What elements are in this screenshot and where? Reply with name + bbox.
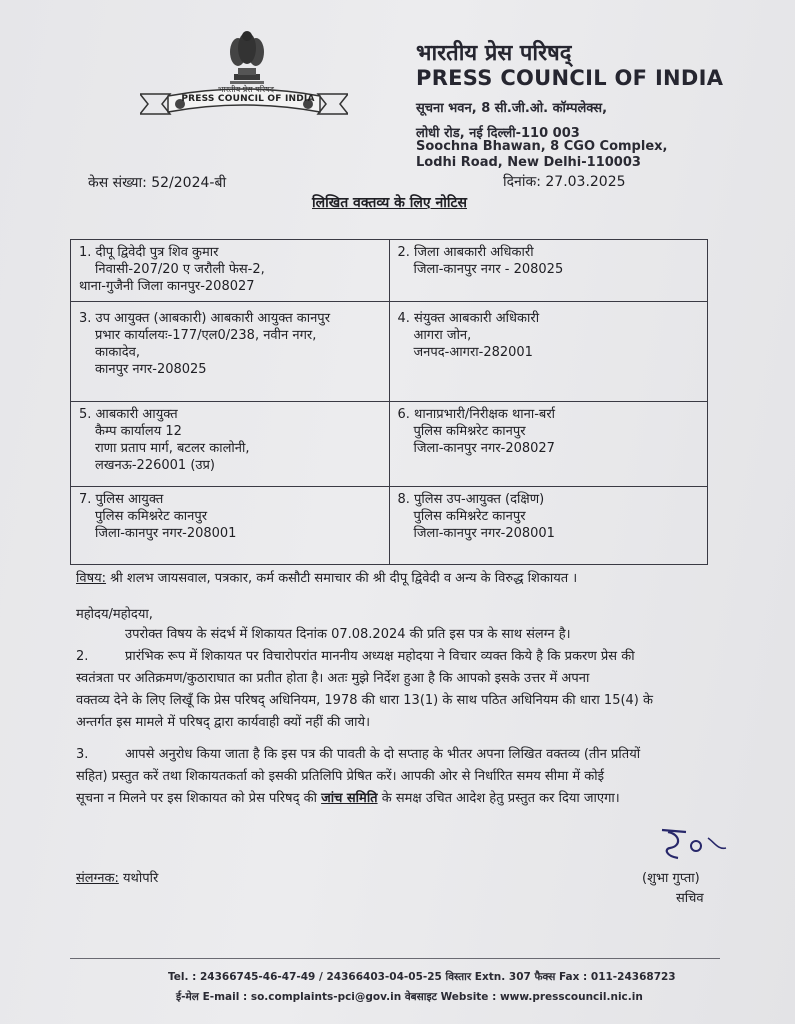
addressee-cell-8: 8. पुलिस उप-आयुक्त (दक्षिण) पुलिस कमिश्नरेट कानपुर जिला-कानपुर नगर-208001 [389, 487, 708, 565]
banner-label: PRESS COUNCIL OF INDIA [181, 94, 315, 104]
address-line-3: Soochna Bhawan, 8 CGO Complex, [416, 139, 668, 154]
signature-mark [648, 824, 738, 864]
committee-emphasis: जांच समिति [321, 791, 378, 806]
paragraph-3-line-3: सूचना न मिलने पर इस शिकायत को प्रेस परिषद् की जांच समिति के समक्ष उचित आदेश हेतु प्रस्तुत कर दिया जाएगा। [76, 791, 620, 806]
footer-contact-phone: Tel. : 24366745-46-47-49 / 24366403-04-05-25 विस्तार Extn. 307 फैक्स Fax : 011-24368723 [168, 971, 676, 983]
address-line-2: लोधी रोड, नई दिल्ली-110 003 [416, 126, 580, 141]
addressee-cell-7: 7. पुलिस आयुक्त पुलिस कमिश्नरेट कानपुर जिला-कानपुर नगर-208001 [71, 487, 390, 565]
salutation: महोदय/महोदया, [76, 607, 153, 622]
address-line-4: Lodhi Road, New Delhi-110003 [416, 155, 641, 170]
banner-hindi-text: भारतीय प्रेस परिषद [217, 85, 275, 94]
footer-divider [70, 958, 720, 959]
subject-line [76, 568, 577, 586]
letter-date: दिनांक: 27.03.2025 [503, 174, 626, 190]
paragraph-2-line-2: स्वतंत्रता पर अतिक्रमण/कुठाराघात का प्रतीत होता है। अतः मुझे निर्देश हुआ है कि आपको इसके उत्तर में अपना [76, 671, 590, 686]
national-emblem-icon [222, 24, 272, 88]
addressee-cell-5: 5. आबकारी आयुक्त कैम्प कार्यालय 12 राणा प्रताप मार्ग, बटलर कालोनी, लखनऊ-226001 (उप्र) [71, 402, 390, 487]
subject-text: श्री शलभ जायसवाल, पत्रकार, कर्म कसौटी समाचार की श्री दीपू द्विवेदी व अन्य के विरुद्ध शिकायत । [106, 571, 578, 586]
addressee-cell-1: 1. दीपू द्विवेदी पुत्र शिव कुमार निवासी-207/20 ए जरौली फेस-2, थाना-गुजैनी जिला कानपुर-208027 [71, 240, 390, 302]
enclosure-line: संलग्नक: यथोपरि [76, 871, 159, 886]
case-number: केस संख्या: 52/2024-बी [88, 175, 227, 191]
footer-contact-web: ई-मेल E-mail : so.complaints-pci@gov.in वेबसाइट Website : www.presscouncil.nic.in [176, 991, 643, 1003]
paragraph-2-line-4: अन्तर्गत इस मामले में परिषद् द्वारा कार्यवाही क्यों नहीं की जाये। [76, 715, 371, 730]
address-line-1: सूचना भवन, 8 सी.जी.ओ. कॉम्पलेक्स, [416, 101, 608, 116]
paragraph-1: उपरोक्त विषय के संदर्भ में शिकायत दिनांक 07.08.2024 की प्रति इस पत्र के साथ संलग्न है। [125, 627, 571, 642]
addressee-table [70, 239, 708, 565]
paragraph-2-line-1: प्रारंभिक रूप में शिकायत पर विचारोपरांत माननीय अध्यक्ष महोदया ने विचार व्यक्त किये है कि प्रकरण प्रेस की [125, 649, 635, 664]
org-name-english: PRESS COUNCIL OF INDIA [416, 66, 724, 90]
org-name-hindi: भारतीय प्रेस परिषद् [416, 41, 572, 66]
addressee-cell-2: 2. जिला आबकारी अधिकारी जिला-कानपुर नगर - 208025 [389, 240, 708, 302]
addressee-cell-4: 4. संयुक्त आबकारी अधिकारी आगरा जोन, जनपद-आगरा-282001 [389, 302, 708, 402]
paragraph-2-number: 2. [76, 649, 89, 664]
addressee-cell-6: 6. थानाप्रभारी/निरीक्षक थाना-बर्रा पुलिस कमिश्नरेट कानपुर जिला-कानपुर नगर-208027 [389, 402, 708, 487]
signatory-title: सचिव [676, 891, 704, 906]
paragraph-3-line-1: आपसे अनुरोध किया जाता है कि इस पत्र की पावती के दो सप्ताह के भीतर अपना लिखित वक्तव्य (तीन प्रतियों [125, 747, 641, 762]
paragraph-2-line-3: वक्तव्य देने के लिए लिखूँ कि प्रेस परिषद् अधिनियम, 1978 की धारा 13(1) के साथ पठित अधिनियम की धारा 15(4) के [76, 693, 653, 708]
handwritten-signature-icon [648, 824, 738, 864]
notice-title: लिखित वक्तव्य के लिए नोटिस [312, 195, 468, 211]
subject-label: विषय: [76, 571, 107, 586]
paragraph-3-number: 3. [76, 747, 89, 762]
paragraph-3-line-2: सहित) प्रस्तुत करें तथा शिकायतकर्ता को इसकी प्रतिलिपि प्रेषित करें। आपकी ओर से निर्धारित समय सीमा में कोई [76, 769, 604, 784]
addressee-cell-3: 3. उप आयुक्त (आबकारी) आबकारी आयुक्त कानपुर प्रभार कार्यालयः-177/एल0/238, नवीन नगर, काकादेव, कानपुर नगर-208025 [71, 302, 390, 402]
signatory-name: (शुभा गुप्ता) [642, 871, 700, 886]
